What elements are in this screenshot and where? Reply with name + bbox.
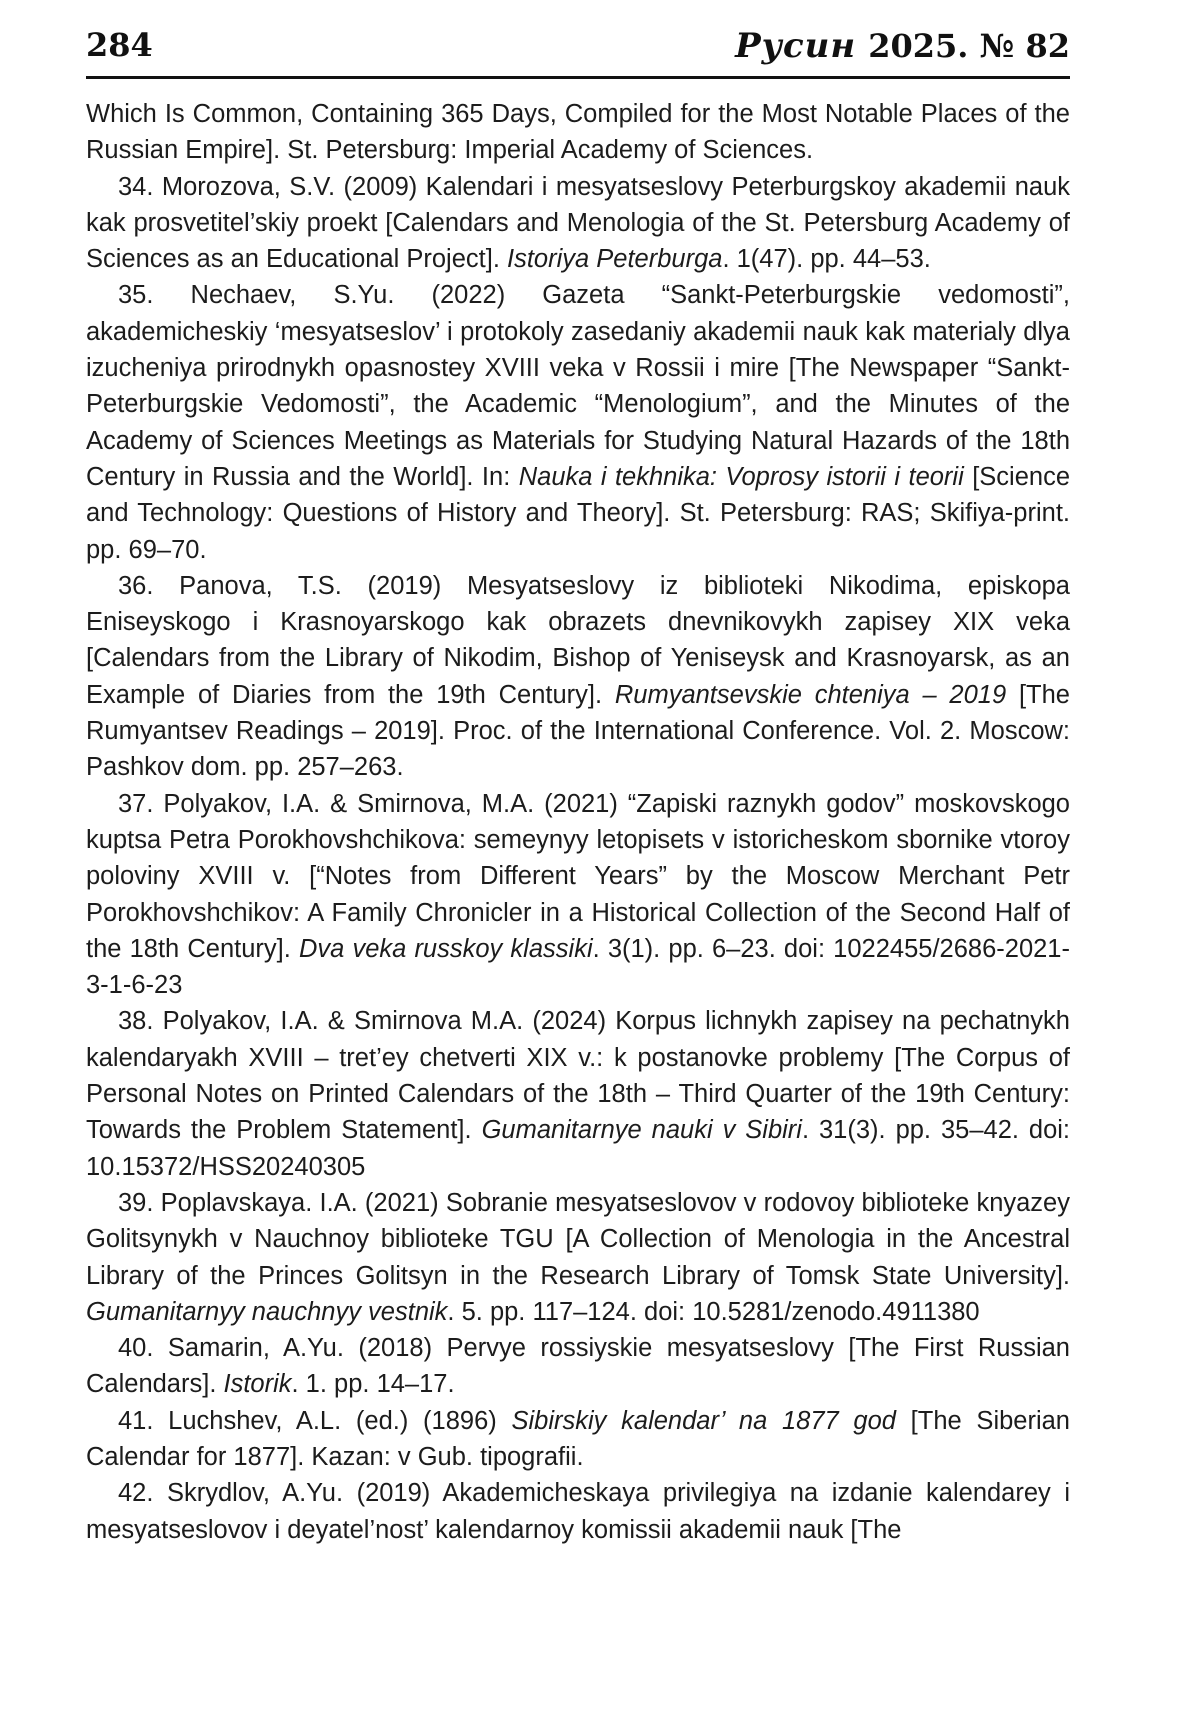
reference-35: [86, 277, 1070, 567]
reference-39: [86, 1185, 1070, 1330]
reference-source: Dva veka russkoy klassiki: [298, 934, 593, 963]
reference-details: . 1. pp. 14–17.: [291, 1370, 455, 1399]
reference-text: 37. Polyakov, I.A. & Smirnova, M.A. (2021) “Zapiski raznykh godov” moskovskogo kuptsa Petra Porokhovshchikova: semeynyy letopisets v istoricheskom sbornike vtoroy poloviny XVIII v. [“Notes from Different Years” by the Moscow Merchant Petr Porokhovshchikov: A Family Chronicler in a Historical Collection of the Second Half of the 18th Century].: [86, 789, 1070, 963]
reference-details: . 1(47). pp. 44–53.: [722, 245, 931, 274]
header-rule: [86, 76, 1070, 79]
reference-source: Gumanitarnye nauki v Sibiri: [481, 1116, 802, 1145]
reference-source: Nauka i tekhnika: Voprosy istorii i teorii: [518, 462, 964, 491]
reference-41: [86, 1403, 1070, 1476]
reference-details: [The Rumyantsev Readings – 2019]. Proc. of the International Conference. Vol. 2. Moscow: Pashkov dom. pp. 257–263.: [86, 680, 1070, 782]
reference-42: [86, 1475, 1070, 1548]
reference-36: [86, 568, 1070, 786]
references-list: [86, 96, 1070, 1548]
reference-text: 42. Skrydlov, A.Yu. (2019) Akademicheskaya privilegiya na izdanie kalendarey i mesyatseslovov i deyatel’nost’ kalendarnoy komissii akademii nauk [The: [86, 1479, 1070, 1544]
journal-logo: Русин: [735, 26, 857, 66]
reference-source: Rumyantsevskie chteniya – 2019: [614, 680, 1007, 709]
reference-details: . 31(3). pp. 35–42. doi: 10.15372/HSS20240305: [86, 1116, 1071, 1181]
reference-details: . 3(1). pp. 6–23. doi: 1022455/2686-2021-3-1-6-23: [86, 934, 1070, 1000]
reference-40: [86, 1330, 1070, 1403]
reference-37: [86, 786, 1070, 1004]
running-header: [86, 22, 1070, 80]
reference-text: 36. Panova, T.S. (2019) Mesyatseslovy iz biblioteki Nikodima, episkopa Eniseyskogo i Krasnoyarskogo kak obrazets dnevnikovykh zapisey XIX veka [Calendars from the Library of Nikodim, Bishop of Yeniseysk and Krasnoyarsk, as an Example of Diaries from the 19th Century].: [86, 571, 1070, 709]
reference-source: Istoriya Peterburga: [507, 245, 723, 274]
reference-details: . 5. pp. 117–124. doi: 10.5281/zenodo.4911380: [447, 1297, 980, 1326]
reference-source: Sibirskiy kalendar’ na 1877 god: [511, 1406, 896, 1435]
reference-text: 34. Morozova, S.V. (2009) Kalendari i mesyatseslovy Peterburgskoy akademii nauk kak prosvetitel’skiy proekt [Calendars and Menologia of the St. Petersburg Academy of Sciences as an Educational Project].: [86, 172, 1070, 274]
reference-source: Istorik: [223, 1370, 292, 1399]
reference-text: 40. Samarin, A.Yu. (2018) Pervye rossiyskie mesyatseslovy [The First Russian Calendars].: [86, 1334, 1070, 1399]
reference-text: 39. Poplavskaya. I.A. (2021) Sobranie mesyatseslovov v rodovoy biblioteke knyazey Golitsynykh v Nauchnoy biblioteke TGU [A Collection of Menologia in the Ancestral Library of the Princes Golitsyn in the Research Library of Tomsk State University].: [86, 1188, 1070, 1290]
reference-details: [The Siberian Calendar for 1877]. Kazan: v Gub. tipografii.: [86, 1406, 1070, 1471]
reference-text: 35. Nechaev, S.Yu. (2022) Gazeta “Sankt-Peterburgskie vedomosti”, akademicheskiy ‘mesyatseslov’ i protokoly zasedaniy akademii nauk kak materialy dlya izucheniya prirodnykh opasnostey XVIII veka v Rossii i mire [The Newspaper “Sankt-Peterburgskie Vedomosti”, the Academic “Menologium”, and the Minutes of the Academy of Sciences Meetings as Materials for Studying Natural Hazards of the 18th Century in Russia and the World]. In:: [86, 281, 1070, 491]
reference-34: [86, 169, 1070, 278]
reference-continuation: Which Is Common, Containing 365 Days, Compiled for the Most Notable Places of the Russian Empire]. St. Petersburg: Imperial Academy of Sciences.: [86, 100, 1070, 165]
reference-text: 38. Polyakov, I.A. & Smirnova M.A. (2024) Korpus lichnykh zapisey na pechatnykh kalendaryakh XVIII – tret’ey chetverti XIX v.: k postanovke problemy [The Corpus of Personal Notes on Printed Calendars of the 18th – Third Quarter of the 19th Century: Towards the Problem Statement].: [86, 1007, 1070, 1145]
reference-source: Gumanitarnyy nauchnyy vestnik: [86, 1297, 448, 1326]
journal-title: [735, 26, 1070, 66]
reference-text: 41. Luchshev, A.L. (ed.) (1896): [118, 1406, 512, 1435]
reference-38: [86, 1003, 1070, 1184]
reference-details: [Science and Technology: Questions of History and Theory]. St. Petersburg: RAS; Skifiya-print. pp. 69–70.: [86, 462, 1070, 564]
issue-info: 2025. № 82: [868, 27, 1070, 65]
page-number: 284: [86, 26, 153, 64]
